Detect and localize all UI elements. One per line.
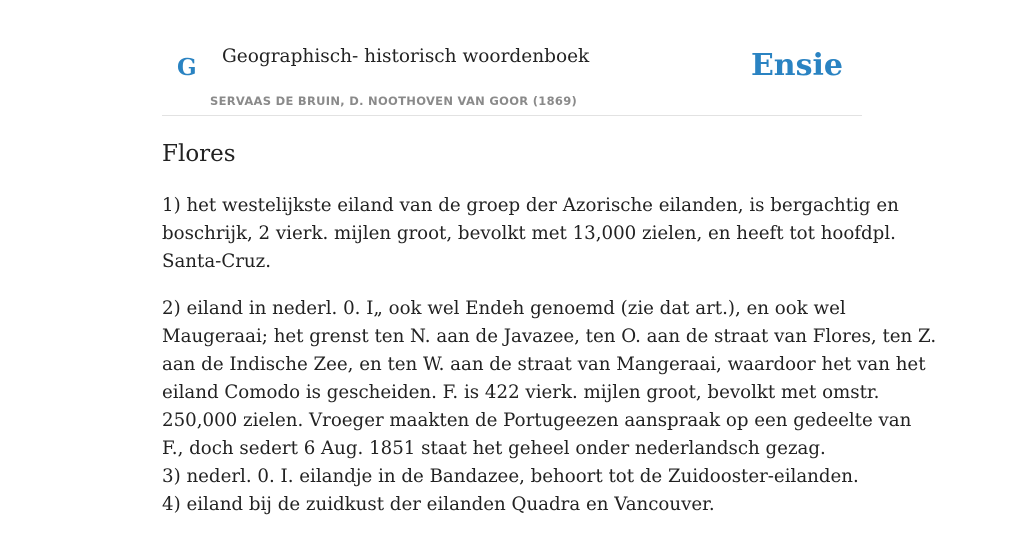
text-line: 3) nederl. 0. I. eilandje in de Bandazee, behoort tot de Zuidooster-eilanden.: [162, 466, 859, 487]
text-line: Santa-Cruz.: [162, 251, 272, 272]
text-line: Maugeraai; het grenst ten N. aan de Javazee, ten O. aan de straat van Flores, ten Z.: [162, 326, 937, 347]
entry-paragraph-1: [162, 192, 899, 276]
entry-body: [162, 192, 937, 538]
text-line: 4) eiland bij de zuidkust der eilanden Quadra en Vancouver.: [162, 494, 715, 515]
text-line: eiland Comodo is gescheiden. F. is 422 vierk. mijlen groot, bevolkt met omstr.: [162, 382, 880, 403]
text-line: 250,000 zielen. Vroeger maakten de Portugeezen aanspraak op een gedeelte van: [162, 410, 912, 431]
book-author: SERVAAS DE BRUIN, D. NOOTHOVEN VAN GOOR (1869): [210, 94, 578, 108]
book-logo-icon[interactable]: G: [177, 54, 197, 81]
entry-paragraph-2: [162, 295, 937, 519]
text-line: 2) eiland in nederl. 0. I„ ook wel Endeh genoemd (zie dat art.), en ook wel: [162, 298, 846, 319]
text-line: 1) het westelijkste eiland van de groep der Azorische eilanden, is bergachtig en: [162, 195, 899, 216]
header: [162, 0, 862, 116]
book-title[interactable]: Geographisch- historisch woordenboek: [222, 46, 590, 67]
text-line: aan de Indische Zee, en ten W. aan de straat van Mangeraai, waardoor het van het: [162, 354, 926, 375]
text-line: boschrijk, 2 vierk. mijlen groot, bevolkt met 13,000 zielen, en heeft tot hoofdpl.: [162, 223, 896, 244]
brand-logo[interactable]: Ensie: [750, 48, 843, 83]
text-line: F., doch sedert 6 Aug. 1851 staat het geheel onder nederlandsch gezag.: [162, 438, 826, 459]
page: [162, 0, 937, 515]
entry-title: Flores: [162, 141, 236, 167]
